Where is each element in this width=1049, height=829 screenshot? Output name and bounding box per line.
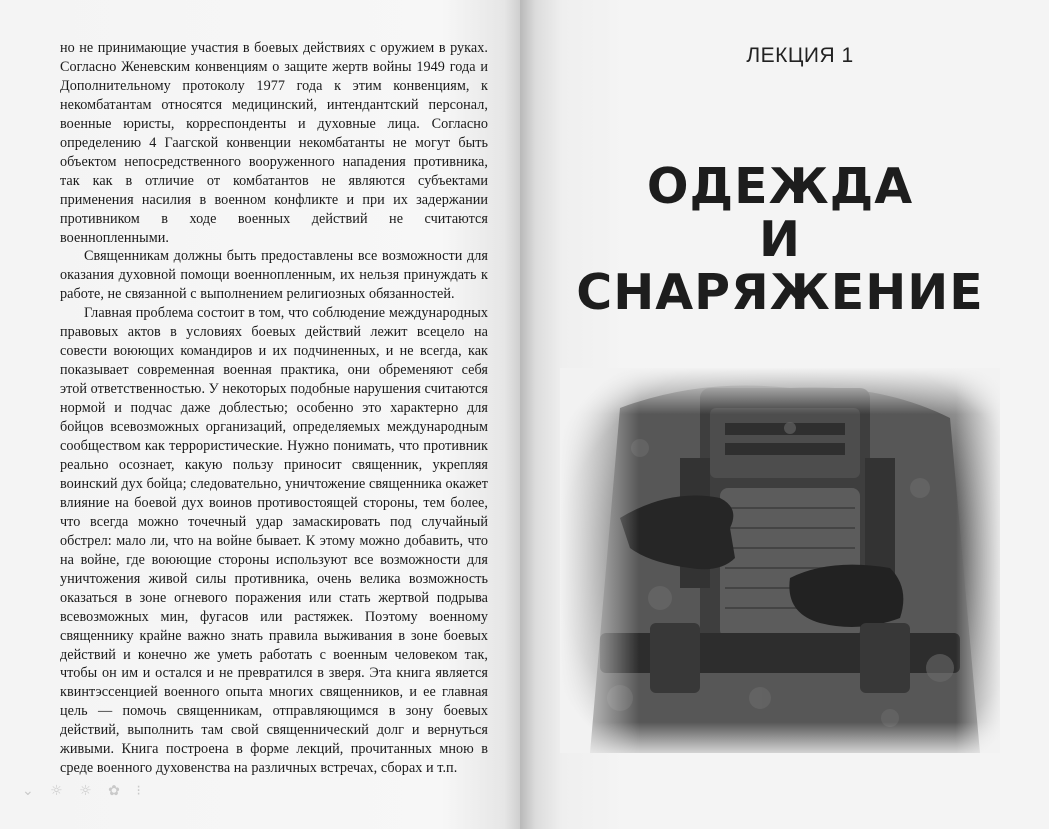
body-text — [60, 39, 488, 778]
title-line: ОДЕЖДА — [646, 158, 914, 215]
title-line: СНАРЯЖЕНИЕ — [576, 264, 984, 321]
bleed-through-marks: ⌄ ☼ ☼ ✿ ⁝ — [22, 783, 147, 799]
paragraph: Главная проблема состоит в том, что соблюдение международных правовых актов в условиях боевых действий лежит всецело на совести воюющих командиров и их подчиненных, и не всегда, как показывает современная военная практика, они обременяют себя этой ответственностью. У некоторых подобные нарушения считаются нормой и подчас даже доблестью; особенно это характерно для бойцов всевозможных организаций, определяемых международным сообществом как террористические. Нужно понимать, что противник реально осознает, какую пользу приносит священник, укрепляя воинский дух бойца; следовательно, уничтожение священника окажет влияние на боевой дух воинов противостоящей стороны, тем более, что всегда можно точечный удар замаскировать под случайный обстрел: мало ли, что на войне бывает. К этому можно добавить, что на войне, где воюющие стороны используют все возможности для уничтожения живой силы противника, очень велика возможность оказаться в зоне огневого поражения или стать жертвой подрыва всевозможных мин, фугасов или растяжек. Поэтому военному священнику крайне важно знать правила выживания в зоне боевых действий и конечно же уметь работать с военным человеком так, чтобы он им и остался и не превратился в зверя. Эта книга является квинтэссенцией военного опыта многих священников, и ее главная цель — помочь священникам, отправляющимся в зону боевых действий, выполнить там свой священнический долг и вернуться живыми. Книга построена в форме лекций, прочитанных мною в среде военного духовенства на различных встречах, сборах и т.п. — [60, 305, 488, 777]
paragraph: но не принимающие участия в боевых действиях с оружием в руках. Согласно Женевским конвенциям о защите жертв войны 1949 года и Дополнительному протоколу 1977 года к этим конвенциям, к некомбатантам относятся медицинский, интендантский персонал, военные юристы, корреспонденты и духовные лица. Согласно определению 4 Гаагской конвенции некомбатанты не могут быть объектом непосредственного вооруженного нападения противника, так как в отличие от комбатантов не являются субъектами применения насилия в военном конфликте и при их задержании противником в ходе военных действий не считаются военнопленными. — [60, 40, 488, 246]
paragraph: Священникам должны быть предоставлены все возможности для оказания духовной помощи военнопленным, их нельзя принуждать к работе, не связанной с выполнением религиозных обязанностей. — [60, 248, 488, 303]
lecture-label: ЛЕКЦИЯ 1 — [746, 44, 854, 67]
soldier-photo — [560, 368, 1000, 753]
left-page — [0, 0, 520, 829]
title-line: И — [758, 211, 801, 268]
chapter-title — [540, 160, 1020, 319]
